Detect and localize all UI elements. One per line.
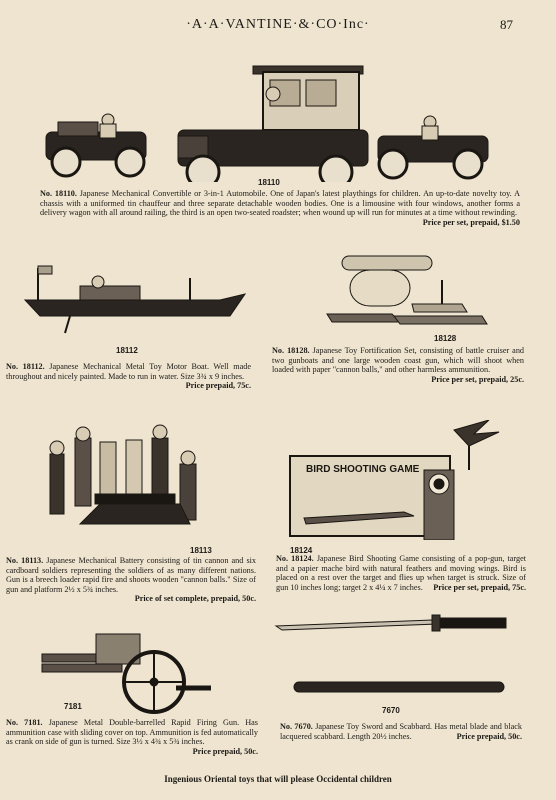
box-label: BIRD SHOOTING GAME <box>306 464 420 475</box>
motor-boat-illustration <box>20 258 250 338</box>
item-id: No. 18110. <box>40 189 77 198</box>
page-number: 87 <box>500 17 513 32</box>
item-text: Japanese Toy Sword and Scabbard. Has metal blade and black lacquered scabbard. Length 20½ inches. <box>280 722 522 741</box>
item-price: Price prepaid, 50c. <box>456 731 522 741</box>
item-id: No. 18113. <box>6 556 44 565</box>
item-price: Price prepaid, 75c. <box>185 381 251 391</box>
item-18124-description <box>276 554 526 592</box>
figure-number-7670: 7670 <box>382 706 400 715</box>
item-id: No. 7181. <box>6 718 43 727</box>
item-text: Japanese Mechanical Battery consisting of tin cannon and six cardboard soldiers representing the soldiers of as many different nations. Gun is a breech loader rapid fire and shoots wooden "cannon balls." Size of gun and platform 2½ x 5¾ inches. <box>6 556 257 594</box>
item-text: Japanese Bird Shooting Game consisting of a pop-gun, target and a papier mache bird with natural feathers and moving wings. Bird is placed on a rest over the target and flies up when target is struck. Size of gun 10 inches long; target 2 x 4¼ x 7 inches. <box>276 554 526 592</box>
item-price: Price per set, prepaid, $1.50 <box>422 217 520 227</box>
figure-number-18113: 18113 <box>190 546 212 555</box>
item-18112-description <box>6 362 251 391</box>
item-7181-description <box>6 718 258 756</box>
item-text: Japanese Mechanical Metal Toy Motor Boat. Well made throughout and nicely painted. Made to run in water. Size 3¾ x 9 inches. <box>6 362 251 381</box>
item-price: Price per set, prepaid, 25c. <box>431 374 524 384</box>
figure-number-7181: 7181 <box>64 702 82 711</box>
item-id: No. 18124. <box>276 554 314 563</box>
item-text: Japanese Toy Fortification Set, consisting of battle cruiser and two gunboats and one large wooden coast gun, which will shoot when loaded with paper "cannon balls," and other harmless ammunition. <box>272 346 525 375</box>
rapid-firing-gun-illustration <box>36 628 216 718</box>
item-id: No. 18112. <box>6 362 45 371</box>
item-7670-description <box>280 722 522 741</box>
item-price: Price per set, prepaid, 75c. <box>433 582 526 592</box>
item-text: Japanese Metal Double-barrelled Rapid Firing Gun. Has ammunition case with sliding cover on top. Ammunition is fed automatically as crank on side of gun is turned. Size 3½ x 4¾ x 5¾ inches. <box>6 718 258 747</box>
figure-number-18128: 18128 <box>434 334 457 343</box>
automobile-toys-illustration <box>38 52 518 182</box>
item-id: No. 7670. <box>280 722 313 731</box>
item-18113-description <box>6 556 256 604</box>
figure-number-18110: 18110 <box>258 178 280 187</box>
sword-and-scabbard-illustration <box>272 610 522 705</box>
figure-number-18124: 18124 <box>290 546 313 555</box>
page-header-title: ·A·A·VANTINE·&·CO·Inc· <box>186 17 370 32</box>
item-18110-description <box>40 189 520 227</box>
figure-number-18112: 18112 <box>116 346 138 355</box>
item-text: Japanese Mechanical Convertible or 3-in-1 Automobile. One of Japan's latest playthings for children. An up-to-date novelty toy. A chassis with a uniformed tin chauffeur and three separate detachable wooden bodies. One is a limousine with four windows, another forms a delivery wagon with all around railing, the third is an open two-seated roadster; when wound up will run for minutes at a time without rewinding. <box>40 189 521 218</box>
mechanical-battery-illustration <box>40 424 220 544</box>
fortification-set-illustration <box>322 250 492 340</box>
bird-shooting-game-illustration <box>284 420 504 540</box>
item-18128-description <box>272 346 524 384</box>
item-price: Price of set complete, prepaid, 50c. <box>134 594 256 604</box>
page-footer-tagline: Ingenious Oriental toys that will please Occidental children <box>164 774 392 784</box>
item-price: Price prepaid, 50c. <box>192 746 258 756</box>
item-id: No. 18128. <box>272 346 310 355</box>
